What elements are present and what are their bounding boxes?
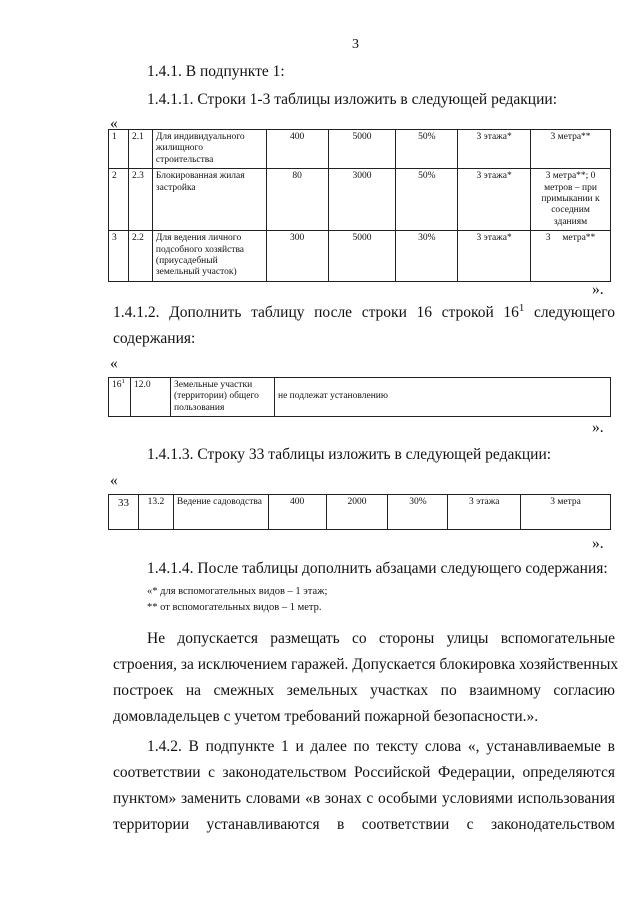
cell-floors: 3 этажа*	[458, 169, 531, 231]
close-quote-2: ».	[592, 419, 604, 436]
heading-1-4-1-1: 1.4.1.1. Строки 1-3 таблицы изложить в следующей редакции:	[147, 91, 558, 108]
cell-floors: 3 этажа*	[458, 231, 531, 282]
table-row-33	[108, 494, 611, 530]
cell-pct: 50%	[396, 130, 458, 169]
open-quote-3: «	[110, 472, 118, 489]
para2-line-4: территории устанавливаются в соответствии с законодательством	[113, 816, 615, 833]
cell-value: не подлежат установлению	[275, 378, 611, 417]
para1-line-2: строения, за исключением гаражей. Допускается блокировка хозяйственных	[113, 656, 619, 673]
heading-1-4-1-2-cont: содержания:	[113, 330, 196, 347]
cell-n	[109, 378, 131, 417]
cell-code: 2.1	[128, 130, 152, 169]
cell-dist: 3 метра	[521, 495, 611, 530]
cell-code: 12.0	[131, 378, 171, 417]
heading-1-4-1-2-tail: следующего	[524, 304, 615, 321]
cell-min: 400	[266, 130, 328, 169]
cell-dist: 3 метра**	[531, 130, 611, 169]
cell-name: Земельные участки (территории) общего пользования	[171, 378, 275, 417]
cell-name: Для индивидуального жилищного строительства	[152, 130, 266, 169]
cell-n: 2	[109, 169, 129, 231]
heading-1-4-1-3: 1.4.1.3. Строку 33 таблицы изложить в следующей редакции:	[147, 446, 552, 463]
para1-line-3: построек на смежных земельных участках по взаимному согласию	[113, 682, 615, 699]
cell-code: 2.2	[128, 231, 152, 282]
table-row	[109, 231, 611, 282]
para2-line-2: соответствии с законодательством Российской Федерации, определяются	[113, 764, 615, 781]
table-row	[109, 378, 611, 417]
cell-max: 2000	[326, 495, 388, 530]
note-1: «* для вспомогательных видов – 1 этаж;	[147, 586, 328, 597]
cell-code: 13.2	[138, 495, 173, 530]
cell-min: 80	[266, 169, 328, 231]
cell-floors: 3 этажа	[448, 495, 521, 530]
cell-pct: 50%	[396, 169, 458, 231]
open-quote-1: «	[110, 115, 118, 132]
cell-name: Блокированная жилая застройка	[152, 169, 266, 231]
open-quote-2: «	[110, 355, 118, 372]
cell-min: 400	[268, 495, 326, 530]
cell-code: 2.3	[128, 169, 152, 231]
cell-floors: 3 этажа*	[458, 130, 531, 169]
heading-1-4-1: 1.4.1. В подпункте 1:	[147, 63, 285, 80]
close-quote-1: ».	[592, 281, 604, 298]
table-row	[109, 495, 611, 530]
cell-min: 300	[266, 231, 328, 282]
cell-name: Для ведения личного подсобного хозяйства (приусадебный земельный участок)	[152, 231, 266, 282]
para2-line-3: пунктом» заменить словами «в зонах с особыми условиями использования	[113, 790, 615, 807]
superscript: 1	[121, 378, 125, 385]
cell-n: 1	[109, 130, 129, 169]
cell-dist: 3 метра**; 0 метров – при примыкании к соседним зданиям	[531, 169, 611, 231]
page-number: 3	[352, 37, 359, 52]
table-rows-1-3	[108, 129, 611, 282]
heading-1-4-1-4: 1.4.1.4. После таблицы дополнить абзацами следующего содержания:	[147, 560, 608, 577]
cell-name: Ведение садоводства	[173, 495, 268, 530]
cell-max: 5000	[328, 130, 396, 169]
cell-n: 33	[109, 495, 139, 530]
heading-1-4-1-2-text: 1.4.1.2. Дополнить таблицу после строки 16 строкой 16	[113, 304, 519, 321]
para2-line-1: 1.4.2. В подпункте 1 и далее по тексту слова «, устанавливаемые в	[147, 738, 615, 755]
para1-line-4: домовладельцев с учетом требований пожарной безопасности.».	[113, 708, 539, 725]
cell-dist: 3 метра**	[531, 231, 611, 282]
para1-line-1: Не допускается размещать со стороны улицы вспомогательные	[147, 630, 615, 647]
cell-pct: 30%	[388, 495, 448, 530]
close-quote-3: ».	[592, 535, 604, 552]
cell-pct: 30%	[396, 231, 458, 282]
table-row	[109, 130, 611, 169]
cell-n: 3	[109, 231, 129, 282]
cell-n-num: 16	[112, 380, 122, 390]
heading-1-4-1-2	[113, 304, 615, 322]
note-2: ** от вспомогательных видов – 1 метр.	[147, 602, 322, 613]
cell-max: 3000	[328, 169, 396, 231]
table-row-16-1	[108, 377, 611, 417]
cell-max: 5000	[328, 231, 396, 282]
superscript: 1	[518, 302, 525, 314]
table-row	[109, 169, 611, 231]
